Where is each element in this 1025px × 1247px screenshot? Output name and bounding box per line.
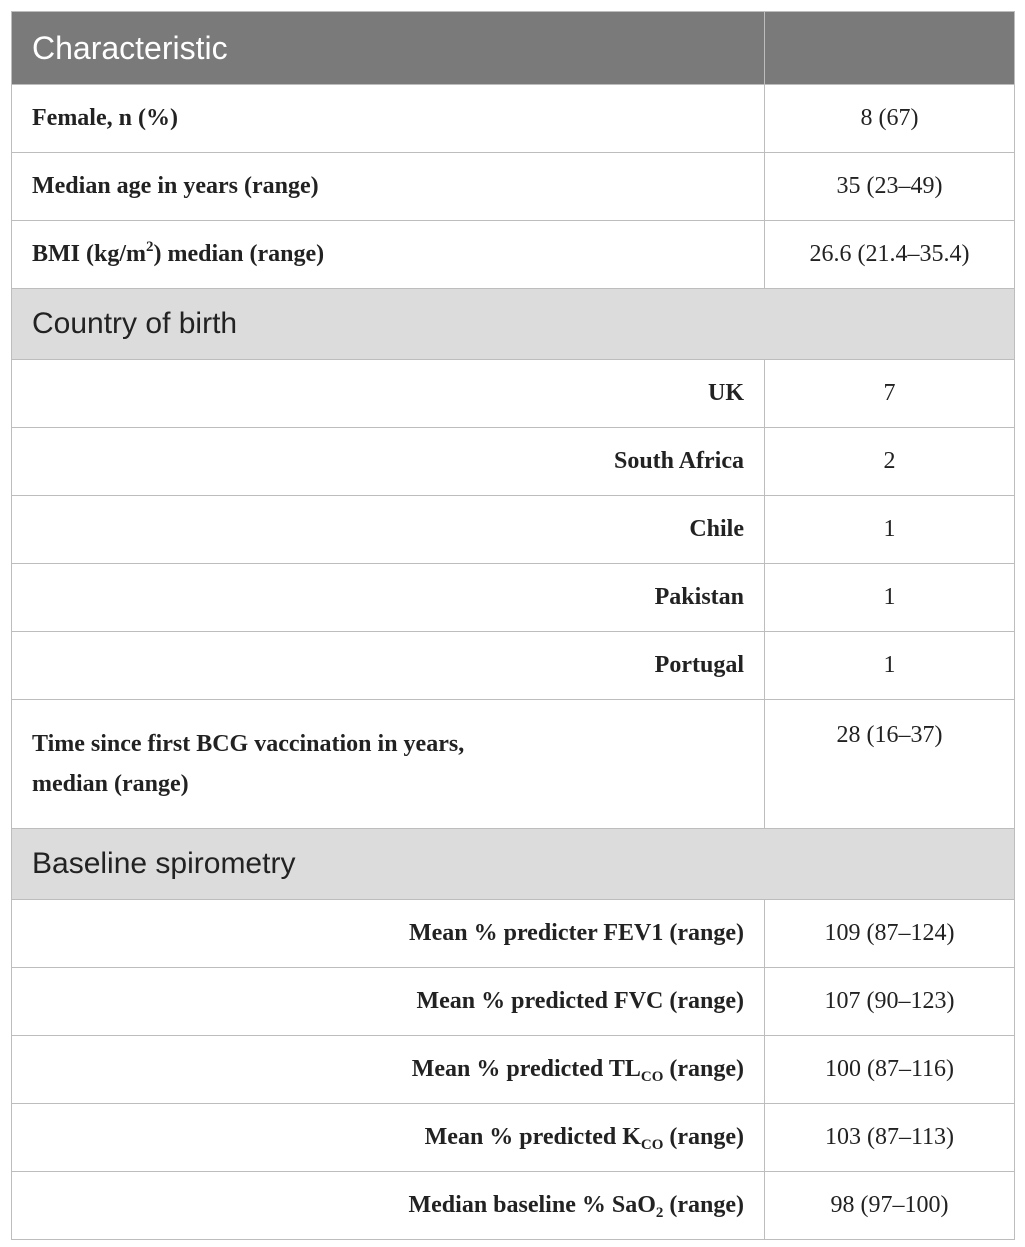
country-value: 1	[765, 632, 1015, 700]
bmi-value: 26.6 (21.4–35.4)	[765, 221, 1015, 289]
kco-label-pre: Mean % predicted K	[424, 1124, 641, 1150]
fvc-value: 107 (90–123)	[765, 968, 1015, 1036]
table-row	[12, 700, 1015, 829]
table-row	[12, 153, 1015, 221]
fev1-label: Mean % predicter FEV1 (range)	[12, 900, 765, 968]
tlco-label-post: (range)	[663, 1056, 744, 1082]
country-value: 1	[765, 564, 1015, 632]
bcg-label-line1: Time since first BCG vaccination in years,	[32, 731, 465, 757]
bcg-label	[12, 700, 765, 829]
age-value: 35 (23–49)	[765, 153, 1015, 221]
country-value: 2	[765, 428, 1015, 496]
bmi-label-post: ) median (range)	[153, 241, 325, 267]
table-row	[12, 564, 1015, 632]
section-row-spirometry	[12, 829, 1015, 900]
section-row-country	[12, 289, 1015, 360]
table-row	[12, 428, 1015, 496]
country-section-title: Country of birth	[12, 289, 1015, 360]
table-row	[12, 1104, 1015, 1172]
header-value	[765, 12, 1015, 85]
bcg-label-line2: median (range)	[32, 771, 189, 797]
table-row	[12, 360, 1015, 428]
sao2-label-pre: Median baseline % SaO	[408, 1192, 656, 1218]
country-label: Portugal	[12, 632, 765, 700]
bcg-value: 28 (16–37)	[765, 700, 1015, 829]
tlco-label-sub: CO	[640, 1069, 664, 1085]
fev1-value: 109 (87–124)	[765, 900, 1015, 968]
country-value: 7	[765, 360, 1015, 428]
female-label: Female, n (%)	[12, 85, 765, 153]
table-row	[12, 1036, 1015, 1104]
table-row	[12, 496, 1015, 564]
table-row	[12, 968, 1015, 1036]
country-label: UK	[12, 360, 765, 428]
table-row	[12, 632, 1015, 700]
table-row	[12, 1172, 1015, 1240]
bmi-label	[12, 221, 765, 289]
kco-label-sub: CO	[640, 1137, 664, 1153]
country-label: Pakistan	[12, 564, 765, 632]
sao2-label-post: (range)	[663, 1192, 744, 1218]
table-row	[12, 85, 1015, 153]
bmi-label-pre: BMI (kg/m	[32, 241, 146, 267]
age-label: Median age in years (range)	[12, 153, 765, 221]
kco-label	[12, 1104, 765, 1172]
table-row	[12, 900, 1015, 968]
country-label: South Africa	[12, 428, 765, 496]
bmi-label-sup: 2	[146, 239, 154, 255]
female-value: 8 (67)	[765, 85, 1015, 153]
spirometry-section-title: Baseline spirometry	[12, 829, 1015, 900]
tlco-label	[12, 1036, 765, 1104]
header-row	[12, 12, 1015, 85]
country-value: 1	[765, 496, 1015, 564]
sao2-label	[12, 1172, 765, 1240]
kco-value: 103 (87–113)	[765, 1104, 1015, 1172]
kco-label-post: (range)	[663, 1124, 744, 1150]
country-label: Chile	[12, 496, 765, 564]
fvc-label: Mean % predicted FVC (range)	[12, 968, 765, 1036]
sao2-label-sub: 2	[655, 1205, 664, 1221]
characteristics-table	[11, 11, 1015, 1240]
table-row	[12, 221, 1015, 289]
tlco-label-pre: Mean % predicted TL	[411, 1056, 641, 1082]
header-characteristic: Characteristic	[12, 12, 765, 85]
sao2-value: 98 (97–100)	[765, 1172, 1015, 1240]
tlco-value: 100 (87–116)	[765, 1036, 1015, 1104]
